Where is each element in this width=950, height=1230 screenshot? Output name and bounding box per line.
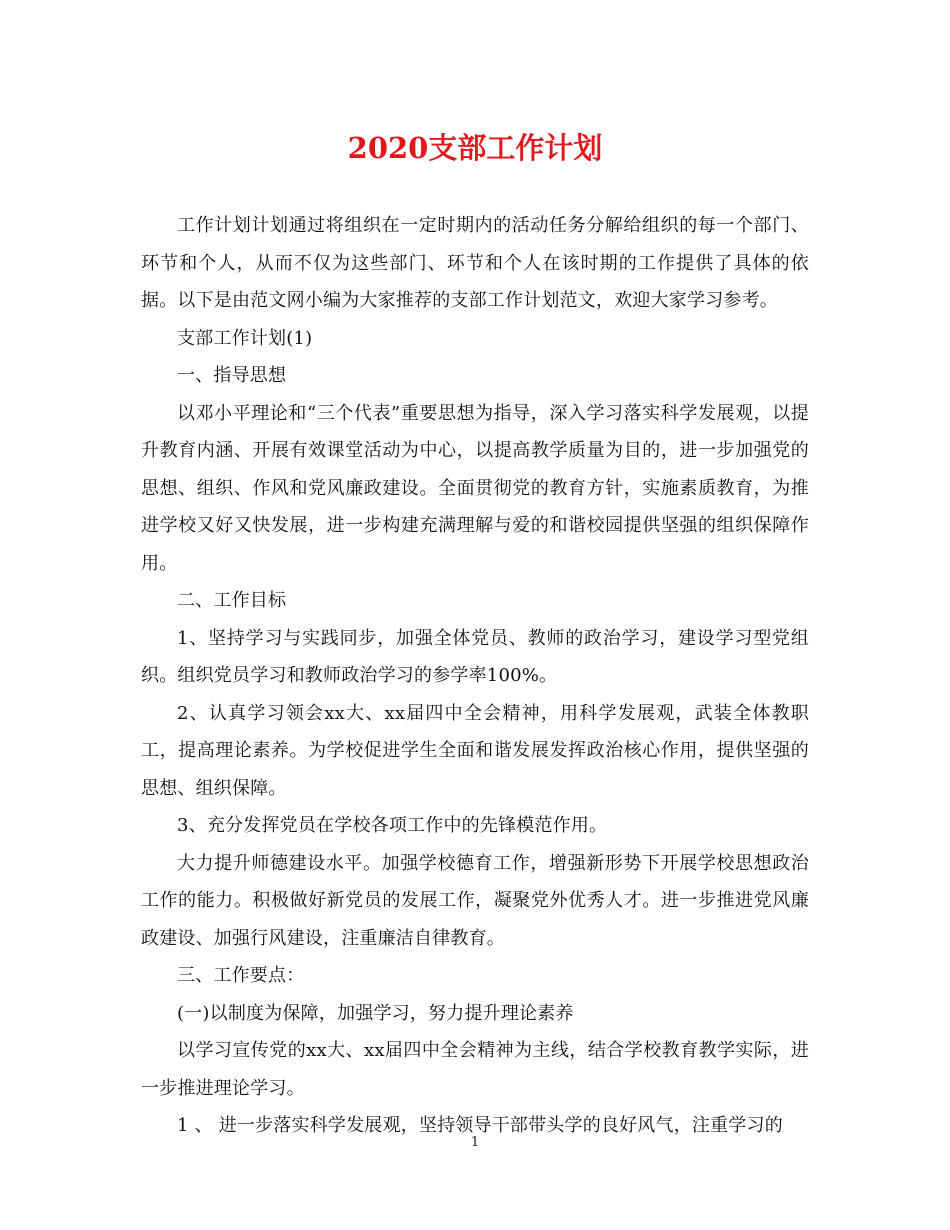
paragraph-heading-guiding-thought: 一、指导思想	[177, 365, 287, 386]
document-title: 2020支部工作计划	[347, 131, 603, 165]
paragraph-goal-3: 3、充分发挥党员在学校各项工作中的先锋模范作用。	[177, 815, 608, 836]
page-number: 1	[470, 1135, 480, 1150]
paragraph-guiding-thought: 以邓小平理论和“三个代表”重要思想为指导，深入学习落实科学发展观，以提升教育内涵、开展有效课堂活动为中心，以提高教学质量为目的，进一步加强党的思想、组织、作风和党风廉政建设。全面贯彻党的教育方针，实施素质教育，为推进学校又好又快发展，进一步构建充满理解与爱的和谐校园提供坚强的组织保障作用。	[141, 402, 809, 574]
paragraph-goal-1: 1、坚持学习与实践同步，加强全体党员、教师的政治学习，建设学习型党组织。组织党员学习和教师政治学习的参学率100%。	[141, 627, 809, 686]
paragraph-heading-work-goals: 二、工作目标	[177, 590, 287, 611]
paragraph-section-heading: 支部工作计划(1)	[177, 327, 313, 349]
paragraph-subheading-1: (一)以制度为保障，加强学习，努力提升理论素养	[177, 1002, 574, 1024]
paragraph-heading-key-points: 三、工作要点：	[177, 965, 305, 986]
document-body	[141, 207, 809, 1145]
paragraph-teacher-ethics: 大力提升师德建设水平。加强学校德育工作，增强新形势下开展学校思想政治工作的能力。积极做好新党员的发展工作，凝聚党外优秀人才。进一步推进党风廉政建设、加强行风建设，注重廉洁自律教育。	[141, 852, 809, 949]
paragraph-goal-2: 2、认真学习领会xx大、xx届四中全会精神，用科学发展观，武装全体教职工，提高理论素养。为学校促进学生全面和谐发展发挥政治核心作用，提供坚强的思想、组织保障。	[141, 702, 809, 799]
paragraph-theory-study: 以学习宣传党的xx大、xx届四中全会精神为主线，结合学校教育教学实际，进一步推进理论学习。	[141, 1040, 809, 1099]
paragraph-item-1: 1 、 进一步落实科学发展观，坚持领导干部带头学的良好风气，注重学习的	[177, 1115, 783, 1136]
paragraph-intro: 工作计划计划通过将组织在一定时期内的活动任务分解给组织的每一个部门、环节和个人，从而不仅为这些部门、环节和个人在该时期的工作提供了具体的依据。以下是由范文网小编为大家推荐的支部工作计划范文，欢迎大家学习参考。	[141, 215, 809, 311]
